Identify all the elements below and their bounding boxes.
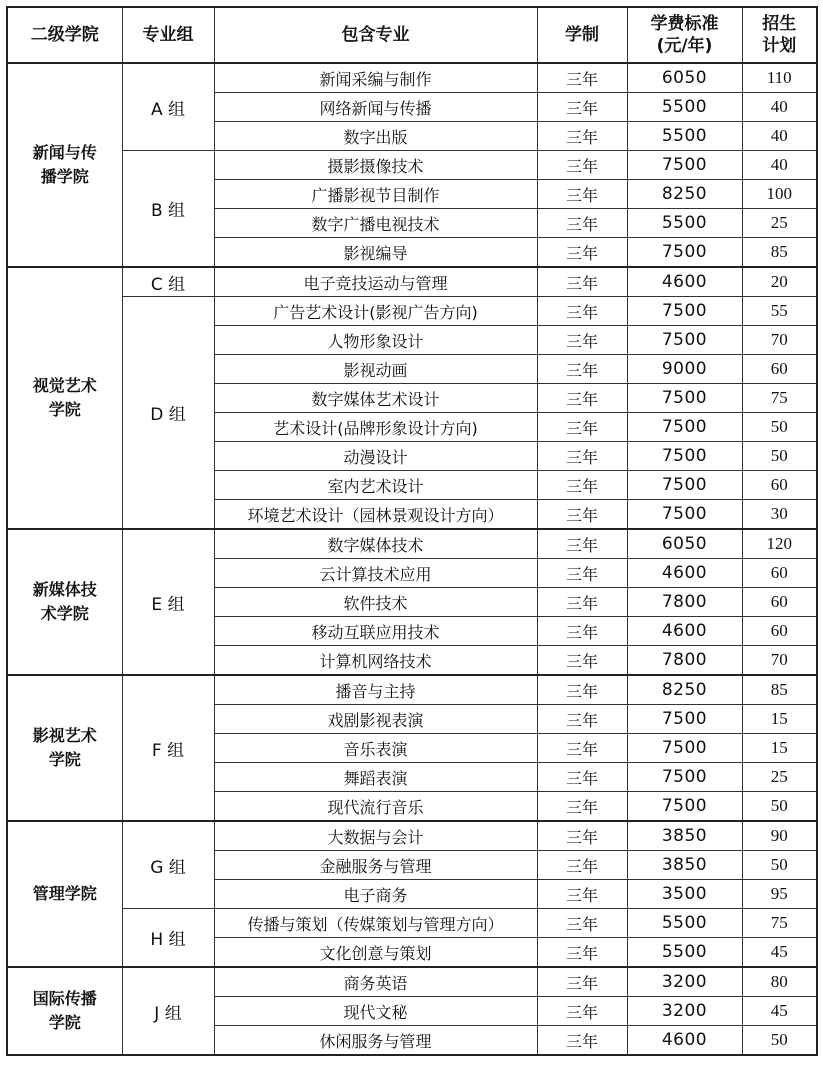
enrollment-plan: 45 <box>742 997 817 1026</box>
tuition-fee: 5500 <box>627 909 742 938</box>
college-name-line: 术学院 <box>40 604 89 623</box>
study-years: 三年 <box>537 500 627 530</box>
college-block <box>7 675 817 821</box>
table-row <box>7 675 817 705</box>
header-years: 学制 <box>537 7 627 63</box>
major-name: 新闻采编与制作 <box>214 63 537 93</box>
major-name: 大数据与会计 <box>214 821 537 851</box>
table-row <box>7 529 817 559</box>
college-name-line: 新媒体技 <box>32 580 97 599</box>
enrollment-plan: 90 <box>742 821 817 851</box>
tuition-fee: 8250 <box>627 675 742 705</box>
enrollment-plan: 40 <box>742 93 817 122</box>
college-block <box>7 529 817 675</box>
enrollment-plan: 60 <box>742 588 817 617</box>
group-name: D 组 <box>122 297 214 530</box>
college-name <box>7 675 122 821</box>
college-name-line: 学院 <box>48 750 81 769</box>
header-plan-line1: 招生 <box>762 14 797 34</box>
group-name: E 组 <box>122 529 214 675</box>
enrollment-plan: 50 <box>742 851 817 880</box>
tuition-fee: 3500 <box>627 880 742 909</box>
group-name: J 组 <box>122 967 214 1055</box>
study-years: 三年 <box>537 63 627 93</box>
major-name: 网络新闻与传播 <box>214 93 537 122</box>
major-name: 播音与主持 <box>214 675 537 705</box>
study-years: 三年 <box>537 413 627 442</box>
table-row <box>7 297 817 326</box>
tuition-fee: 3200 <box>627 997 742 1026</box>
tuition-fee: 4600 <box>627 617 742 646</box>
study-years: 三年 <box>537 267 627 297</box>
header-college: 二级学院 <box>7 7 122 63</box>
tuition-fee: 5500 <box>627 209 742 238</box>
major-name: 数字广播电视技术 <box>214 209 537 238</box>
tuition-fee: 7500 <box>627 792 742 822</box>
study-years: 三年 <box>537 442 627 471</box>
major-name: 广告艺术设计(影视广告方向) <box>214 297 537 326</box>
enrollment-plan: 40 <box>742 122 817 151</box>
enrollment-plan: 70 <box>742 326 817 355</box>
major-name: 电子商务 <box>214 880 537 909</box>
major-name: 环境艺术设计（园林景观设计方向） <box>214 500 537 530</box>
major-name: 计算机网络技术 <box>214 646 537 676</box>
enrollment-plan: 15 <box>742 734 817 763</box>
tuition-fee: 9000 <box>627 355 742 384</box>
study-years: 三年 <box>537 151 627 180</box>
enrollment-plan: 40 <box>742 151 817 180</box>
major-name: 云计算技术应用 <box>214 559 537 588</box>
header-group: 专业组 <box>122 7 214 63</box>
college-name <box>7 821 122 967</box>
college-name-line: 国际传播 <box>32 989 97 1008</box>
major-name: 休闲服务与管理 <box>214 1026 537 1056</box>
group-name: H 组 <box>122 909 214 968</box>
major-name: 金融服务与管理 <box>214 851 537 880</box>
college-name <box>7 529 122 675</box>
group-name: B 组 <box>122 151 214 268</box>
tuition-fee: 4600 <box>627 267 742 297</box>
study-years: 三年 <box>537 821 627 851</box>
enrollment-plan: 100 <box>742 180 817 209</box>
major-name: 舞蹈表演 <box>214 763 537 792</box>
enrollment-plan: 55 <box>742 297 817 326</box>
college-name <box>7 63 122 267</box>
major-name: 广播影视节目制作 <box>214 180 537 209</box>
major-name: 室内艺术设计 <box>214 471 537 500</box>
major-name: 影视编导 <box>214 238 537 268</box>
tuition-fee: 4600 <box>627 1026 742 1056</box>
study-years: 三年 <box>537 851 627 880</box>
enrollment-plan: 75 <box>742 909 817 938</box>
major-name: 音乐表演 <box>214 734 537 763</box>
college-name-line: 学院 <box>48 400 81 419</box>
study-years: 三年 <box>537 122 627 151</box>
study-years: 三年 <box>537 617 627 646</box>
major-name: 现代流行音乐 <box>214 792 537 822</box>
tuition-fee: 5500 <box>627 938 742 968</box>
table-row <box>7 967 817 997</box>
enrollment-plan: 60 <box>742 617 817 646</box>
study-years: 三年 <box>537 529 627 559</box>
major-name: 数字媒体技术 <box>214 529 537 559</box>
tuition-fee: 7500 <box>627 763 742 792</box>
enrollment-plan: 60 <box>742 355 817 384</box>
study-years: 三年 <box>537 559 627 588</box>
college-name-line: 新闻与传 <box>32 143 97 162</box>
major-name: 数字媒体艺术设计 <box>214 384 537 413</box>
table-row <box>7 63 817 93</box>
enrollment-plan: 20 <box>742 267 817 297</box>
study-years: 三年 <box>537 355 627 384</box>
enrollment-plan: 80 <box>742 967 817 997</box>
college-block <box>7 821 817 967</box>
group-name: C 组 <box>122 267 214 297</box>
major-name: 移动互联应用技术 <box>214 617 537 646</box>
tuition-fee: 3200 <box>627 967 742 997</box>
study-years: 三年 <box>537 326 627 355</box>
enrollment-plan: 45 <box>742 938 817 968</box>
college-name-line: 视觉艺术 <box>32 376 97 395</box>
enrollment-plan: 25 <box>742 209 817 238</box>
enrollment-plan: 85 <box>742 675 817 705</box>
enrollment-plan: 15 <box>742 705 817 734</box>
tuition-fee: 7500 <box>627 471 742 500</box>
tuition-fee: 7500 <box>627 151 742 180</box>
study-years: 三年 <box>537 967 627 997</box>
tuition-fee: 8250 <box>627 180 742 209</box>
college-name-line: 播学院 <box>40 167 89 186</box>
tuition-fee: 7800 <box>627 588 742 617</box>
table-row <box>7 151 817 180</box>
college-name <box>7 967 122 1055</box>
header-plan-line2: 计划 <box>762 36 797 56</box>
tuition-fee: 5500 <box>627 93 742 122</box>
enrollment-table <box>6 6 818 1056</box>
major-name: 摄影摄像技术 <box>214 151 537 180</box>
study-years: 三年 <box>537 646 627 676</box>
table-row <box>7 267 817 297</box>
tuition-fee: 3850 <box>627 851 742 880</box>
tuition-fee: 7500 <box>627 734 742 763</box>
college-name <box>7 267 122 529</box>
header-fee-line1: 学费标准 <box>650 14 719 34</box>
enrollment-plan: 25 <box>742 763 817 792</box>
enrollment-plan: 50 <box>742 792 817 822</box>
major-name: 人物形象设计 <box>214 326 537 355</box>
tuition-fee: 7500 <box>627 238 742 268</box>
study-years: 三年 <box>537 471 627 500</box>
tuition-fee: 7500 <box>627 705 742 734</box>
enrollment-plan: 110 <box>742 63 817 93</box>
tuition-fee: 7500 <box>627 413 742 442</box>
college-block <box>7 63 817 267</box>
major-name: 软件技术 <box>214 588 537 617</box>
study-years: 三年 <box>537 1026 627 1056</box>
group-name: A 组 <box>122 63 214 151</box>
major-name: 影视动画 <box>214 355 537 384</box>
enrollment-plan: 30 <box>742 500 817 530</box>
group-name: G 组 <box>122 821 214 909</box>
major-name: 传播与策划（传媒策划与管理方向） <box>214 909 537 938</box>
header-plan <box>742 7 817 63</box>
study-years: 三年 <box>537 909 627 938</box>
major-name: 商务英语 <box>214 967 537 997</box>
study-years: 三年 <box>537 705 627 734</box>
study-years: 三年 <box>537 93 627 122</box>
enrollment-plan: 50 <box>742 413 817 442</box>
study-years: 三年 <box>537 209 627 238</box>
major-name: 动漫设计 <box>214 442 537 471</box>
tuition-fee: 5500 <box>627 122 742 151</box>
study-years: 三年 <box>537 938 627 968</box>
major-name: 戏剧影视表演 <box>214 705 537 734</box>
college-block <box>7 267 817 529</box>
study-years: 三年 <box>537 238 627 268</box>
study-years: 三年 <box>537 763 627 792</box>
header-row <box>7 7 817 63</box>
study-years: 三年 <box>537 180 627 209</box>
enrollment-plan: 120 <box>742 529 817 559</box>
major-name: 现代文秘 <box>214 997 537 1026</box>
enrollment-plan: 50 <box>742 442 817 471</box>
tuition-fee: 7500 <box>627 500 742 530</box>
tuition-fee: 3850 <box>627 821 742 851</box>
study-years: 三年 <box>537 734 627 763</box>
header-fee-line2: (元/年) <box>656 36 713 56</box>
enrollment-plan: 70 <box>742 646 817 676</box>
study-years: 三年 <box>537 880 627 909</box>
college-name-line: 管理学院 <box>32 884 97 903</box>
enrollment-plan: 60 <box>742 471 817 500</box>
college-block <box>7 967 817 1055</box>
enrollment-plan: 60 <box>742 559 817 588</box>
tuition-fee: 7800 <box>627 646 742 676</box>
study-years: 三年 <box>537 792 627 822</box>
major-name: 文化创意与策划 <box>214 938 537 968</box>
tuition-fee: 7500 <box>627 297 742 326</box>
study-years: 三年 <box>537 997 627 1026</box>
tuition-fee: 4600 <box>627 559 742 588</box>
tuition-fee: 6050 <box>627 63 742 93</box>
table-row <box>7 821 817 851</box>
tuition-fee: 7500 <box>627 384 742 413</box>
tuition-fee: 6050 <box>627 529 742 559</box>
header-fee <box>627 7 742 63</box>
major-name: 电子竞技运动与管理 <box>214 267 537 297</box>
major-name: 数字出版 <box>214 122 537 151</box>
study-years: 三年 <box>537 297 627 326</box>
enrollment-plan: 95 <box>742 880 817 909</box>
tuition-fee: 7500 <box>627 442 742 471</box>
study-years: 三年 <box>537 675 627 705</box>
study-years: 三年 <box>537 384 627 413</box>
tuition-fee: 7500 <box>627 326 742 355</box>
enrollment-plan: 75 <box>742 384 817 413</box>
enrollment-plan: 50 <box>742 1026 817 1056</box>
college-name-line: 影视艺术 <box>32 726 97 745</box>
enrollment-plan: 85 <box>742 238 817 268</box>
group-name: F 组 <box>122 675 214 821</box>
study-years: 三年 <box>537 588 627 617</box>
college-name-line: 学院 <box>48 1013 81 1032</box>
major-name: 艺术设计(品牌形象设计方向) <box>214 413 537 442</box>
table-row <box>7 909 817 938</box>
header-major: 包含专业 <box>214 7 537 63</box>
